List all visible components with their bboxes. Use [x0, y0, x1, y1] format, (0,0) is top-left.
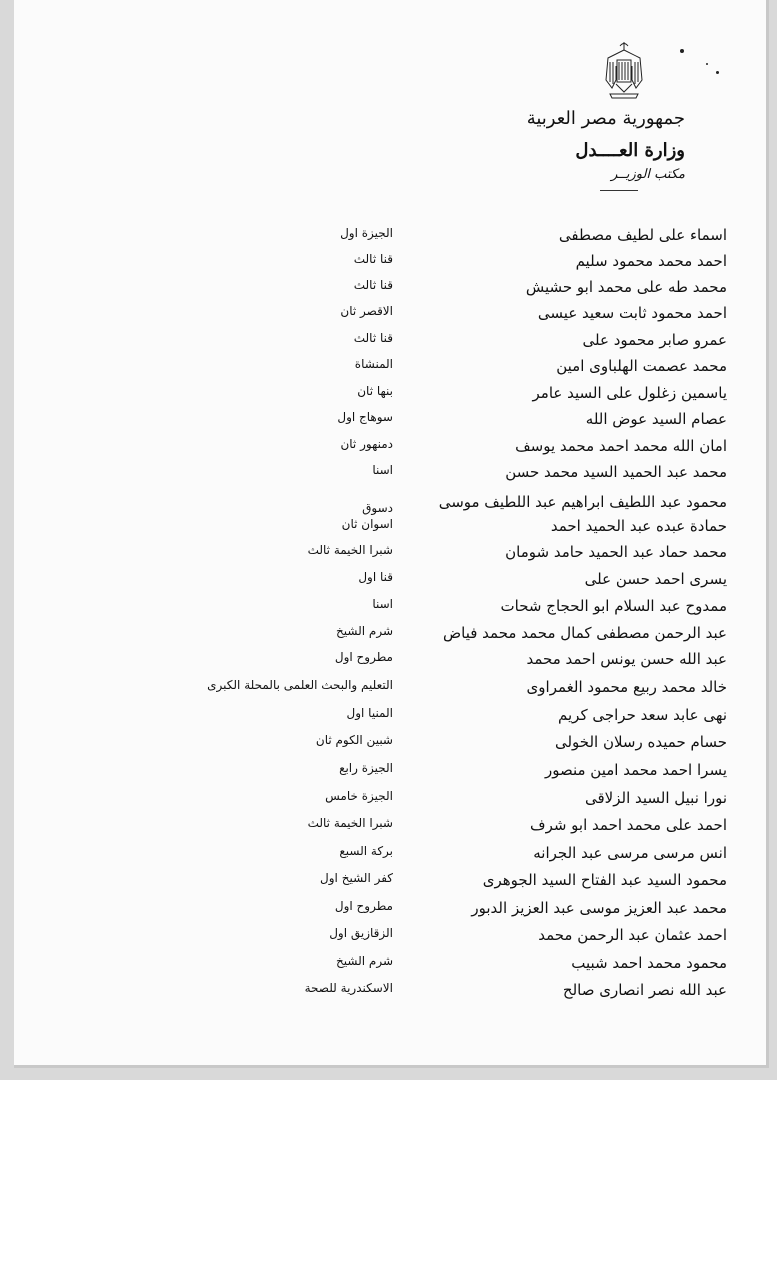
list-item: [0, 304, 777, 330]
location-label: كفر الشيخ اول: [320, 871, 393, 885]
list-item: [0, 981, 777, 1007]
person-name: نهى عابد سعد حراجى كريم: [558, 706, 727, 724]
person-name: محمد حماد عبد الحميد حامد شومان: [505, 543, 727, 561]
person-name: خالد محمد ربيع محمود الغمراوى: [526, 678, 727, 696]
header-ministry: وزارة العــــدل: [575, 140, 685, 161]
person-name: امان الله محمد احمد محمد يوسف: [515, 437, 727, 455]
location-label: قنا اول: [358, 570, 393, 584]
location-label: اسوان ثان: [341, 517, 393, 531]
location-label: سوهاج اول: [337, 410, 393, 424]
location-label: شبين الكوم ثان: [315, 733, 393, 747]
person-name: اسماء على لطيف مصطفى: [558, 226, 727, 244]
person-name: احمد على محمد احمد ابو شرف: [530, 816, 727, 834]
list-item: [0, 493, 777, 519]
person-name: نورا نبيل السيد الزلاقى: [585, 789, 727, 807]
list-item: [0, 543, 777, 569]
person-name: عصام السيد عوض الله: [585, 410, 727, 428]
location-label: شبرا الخيمة ثالث: [307, 816, 393, 830]
list-item: [0, 678, 777, 704]
header-underline: [600, 190, 638, 191]
list-item: [0, 954, 777, 980]
location-label: شرم الشيخ: [336, 624, 393, 638]
person-name: عبد الرحمن مصطفى كمال محمد محمد فياض: [443, 624, 727, 642]
list-item: [0, 816, 777, 842]
scan-speck: [716, 71, 719, 74]
list-item: [0, 252, 777, 278]
list-item: [0, 926, 777, 952]
list-item: [0, 706, 777, 732]
location-label: قنا ثالث: [353, 278, 393, 292]
list-item: [0, 570, 777, 596]
list-item: [0, 384, 777, 410]
list-item: [0, 871, 777, 897]
list-item: [0, 844, 777, 870]
person-name: محمود عبد اللطيف ابراهيم عبد اللطيف موسى: [438, 493, 727, 511]
list-item: [0, 410, 777, 436]
list-item: [0, 517, 777, 543]
list-item: [0, 278, 777, 304]
location-label: قنا ثالث: [353, 331, 393, 345]
person-name: حمادة عبده عبد الحميد احمد: [550, 517, 727, 535]
location-label: التعليم والبحث العلمى بالمحلة الكبرى: [207, 678, 393, 692]
location-label: الاسكندرية للصحة: [304, 981, 393, 995]
scan-speck: [706, 63, 708, 65]
person-name: احمد محمود ثابت سعيد عيسى: [537, 304, 727, 322]
person-name: محمد عصمت الهلباوى امين: [556, 357, 727, 375]
location-label: شبرا الخيمة ثالث: [307, 543, 393, 557]
location-label: دسوق: [362, 501, 393, 515]
list-item: [0, 650, 777, 676]
location-label: شرم الشيخ: [336, 954, 393, 968]
person-name: محمد عبد العزيز موسى عبد العزيز الدبور: [471, 899, 727, 917]
location-label: الجيزة رابع: [339, 761, 393, 775]
location-label: الاقصر ثان: [340, 304, 393, 318]
list-item: [0, 597, 777, 623]
person-name: عبد الله نصر انصارى صالح: [562, 981, 727, 999]
location-label: الجيزة خامس: [325, 789, 393, 803]
location-label: قنا ثالث: [353, 252, 393, 266]
header-country: جمهورية مصر العربية: [526, 108, 685, 129]
list-item: [0, 437, 777, 463]
eagle-emblem-icon: [602, 40, 646, 102]
person-name: محمود السيد عبد الفتاح السيد الجوهرى: [482, 871, 727, 889]
list-item: [0, 899, 777, 925]
list-item: [0, 761, 777, 787]
person-name: انس مرسى مرسى عبد الجرانه: [533, 844, 727, 862]
person-name: محمد عبد الحميد السيد محمد حسن: [505, 463, 727, 481]
location-label: اسنا: [372, 463, 393, 477]
location-label: اسنا: [372, 597, 393, 611]
person-name: يسرى احمد حسن على: [584, 570, 727, 588]
list-item: [0, 357, 777, 383]
person-name: حسام حميده رسلان الخولى: [554, 733, 727, 751]
list-item: [0, 331, 777, 357]
person-name: عبد الله حسن يونس احمد محمد: [526, 650, 727, 668]
location-label: المنيا اول: [346, 706, 393, 720]
location-label: المنشاة: [354, 357, 393, 371]
header-office: مكتب الوزيــر: [611, 167, 685, 182]
location-label: دمنهور ثان: [340, 437, 393, 451]
list-item: [0, 789, 777, 815]
location-label: مطروح اول: [334, 650, 393, 664]
location-label: مطروح اول: [334, 899, 393, 913]
person-name: محمود محمد احمد شبيب: [571, 954, 727, 972]
list-item: [0, 463, 777, 489]
person-name: احمد عثمان عبد الرحمن محمد: [538, 926, 727, 944]
person-name: عمرو صابر محمود على: [582, 331, 727, 349]
list-item: [0, 733, 777, 759]
person-name: ممدوح عبد السلام ابو الحجاج شحات: [500, 597, 727, 615]
scan-speck: [680, 49, 684, 53]
person-name: ياسمين زغلول على السيد عامر: [532, 384, 727, 402]
person-name: محمد طه على محمد ابو حشيش: [525, 278, 727, 296]
location-label: الجيزة اول: [340, 226, 393, 240]
list-item: [0, 624, 777, 650]
location-label: بنها ثان: [357, 384, 393, 398]
location-label: بركة السبع: [339, 844, 393, 858]
person-name: يسرا احمد محمد امين منصور: [544, 761, 727, 779]
person-name: احمد محمد محمود سليم: [575, 252, 727, 270]
location-label: الزقازيق اول: [329, 926, 393, 940]
list-item: [0, 226, 777, 252]
